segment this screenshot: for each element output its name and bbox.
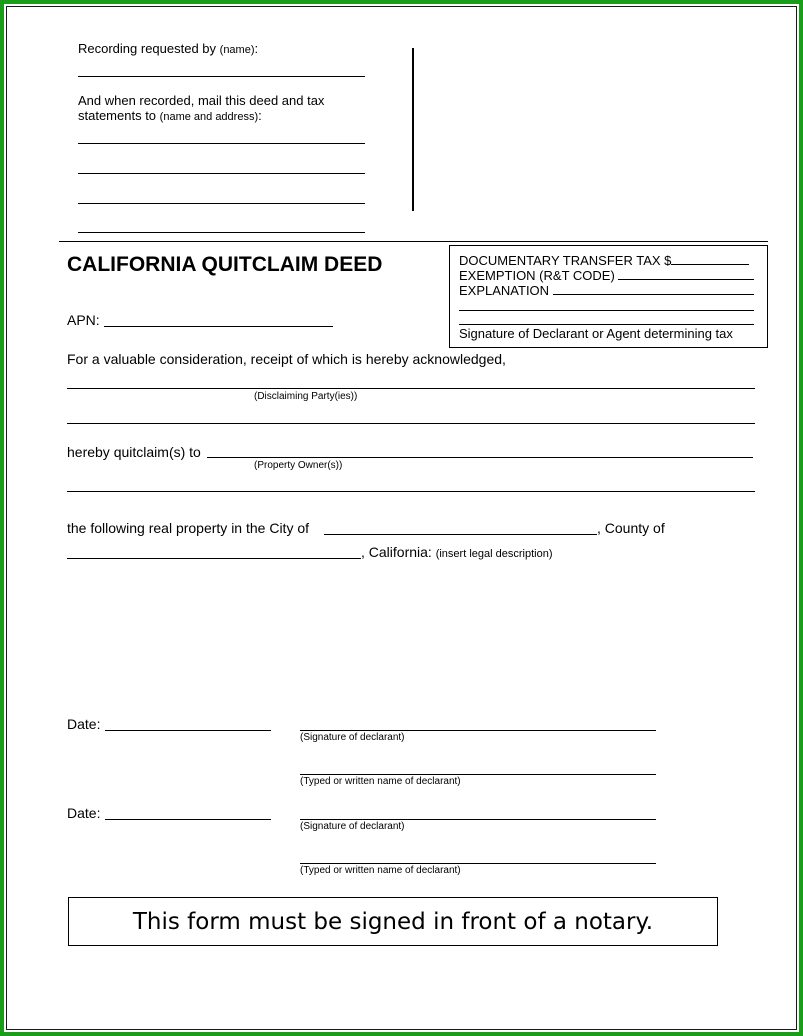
- recorder-use-line: [59, 241, 768, 242]
- recording-name-line[interactable]: [78, 76, 365, 77]
- property-owner-line[interactable]: [207, 457, 753, 458]
- tax-signature-label: Signature of Declarant or Agent determining tax: [459, 326, 733, 341]
- legal-description-hint: (insert legal description): [435, 548, 553, 560]
- explanation-label: EXPLANATION: [459, 283, 550, 298]
- typed-name-line-2[interactable]: [300, 863, 656, 864]
- exemption-field[interactable]: [618, 267, 754, 280]
- signature-hint-2: (Signature of declarant): [300, 821, 405, 832]
- disclaiming-party-line-2[interactable]: [67, 423, 755, 424]
- signature-line-1[interactable]: [300, 730, 656, 731]
- typed-name-line-1[interactable]: [300, 774, 656, 775]
- mail-address-line-3[interactable]: [78, 203, 365, 204]
- tax-row-2: [459, 267, 754, 283]
- exemption-label: EXEMPTION (R&T CODE): [459, 268, 615, 283]
- tax-row-3: [459, 282, 754, 298]
- mail-label-text: statements to: [78, 108, 157, 123]
- name-hint: (name): [219, 44, 255, 56]
- apn-label: APN:: [67, 312, 100, 328]
- typed-name-hint-1: (Typed or written name of declarant): [300, 776, 461, 787]
- transfer-tax-field[interactable]: [671, 252, 749, 265]
- quitclaim-to-label: hereby quitclaim(s) to: [67, 444, 201, 460]
- disclaiming-party-hint: (Disclaiming Party(ies)): [254, 391, 358, 402]
- recording-requested-label: [78, 41, 258, 56]
- page-title: CALIFORNIA QUITCLAIM DEED: [67, 253, 383, 276]
- name-address-hint: (name and address): [159, 111, 259, 123]
- recording-requested-text: Recording requested by: [78, 41, 217, 56]
- typed-name-hint-2: (Typed or written name of declarant): [300, 865, 461, 876]
- mail-address-line-4[interactable]: [78, 232, 365, 233]
- signature-hint-1: (Signature of declarant): [300, 732, 405, 743]
- apn-field[interactable]: [104, 326, 333, 327]
- california-label: [361, 544, 552, 560]
- colon: :: [254, 41, 259, 56]
- consideration-text: For a valuable consideration, receipt of which is hereby acknowledged,: [67, 351, 506, 367]
- tax-row-1: [459, 252, 749, 268]
- property-owner-hint: (Property Owner(s)): [254, 460, 343, 471]
- california-text: , California:: [361, 544, 432, 560]
- transfer-tax-label: DOCUMENTARY TRANSFER TAX $: [459, 253, 672, 268]
- explanation-line-2[interactable]: [459, 310, 754, 311]
- declarant-signature-line[interactable]: [459, 324, 754, 325]
- city-field[interactable]: [324, 534, 597, 535]
- date-label-2: Date:: [67, 805, 101, 821]
- mail-address-line-1[interactable]: [78, 143, 365, 144]
- county-label: , County of: [597, 520, 665, 536]
- page-border: [6, 6, 797, 1030]
- property-city-label: the following real property in the City of: [67, 520, 310, 536]
- mail-label-line2: [78, 108, 262, 123]
- colon: :: [258, 108, 262, 123]
- notary-notice-box: [68, 897, 718, 946]
- notary-notice-text: This form must be signed in front of a notary.: [132, 908, 654, 935]
- date-label-1: Date:: [67, 716, 101, 732]
- disclaiming-party-line[interactable]: [67, 388, 755, 389]
- date-field-2[interactable]: [105, 819, 271, 820]
- date-field-1[interactable]: [105, 730, 271, 731]
- county-field[interactable]: [67, 558, 361, 559]
- header-divider: [412, 48, 414, 211]
- mail-address-line-2[interactable]: [78, 173, 365, 174]
- tax-box: [449, 245, 768, 348]
- explanation-field[interactable]: [553, 282, 754, 295]
- signature-line-2[interactable]: [300, 819, 656, 820]
- mail-label-line1: And when recorded, mail this deed and tax: [78, 93, 325, 108]
- property-owner-line-2[interactable]: [67, 491, 755, 492]
